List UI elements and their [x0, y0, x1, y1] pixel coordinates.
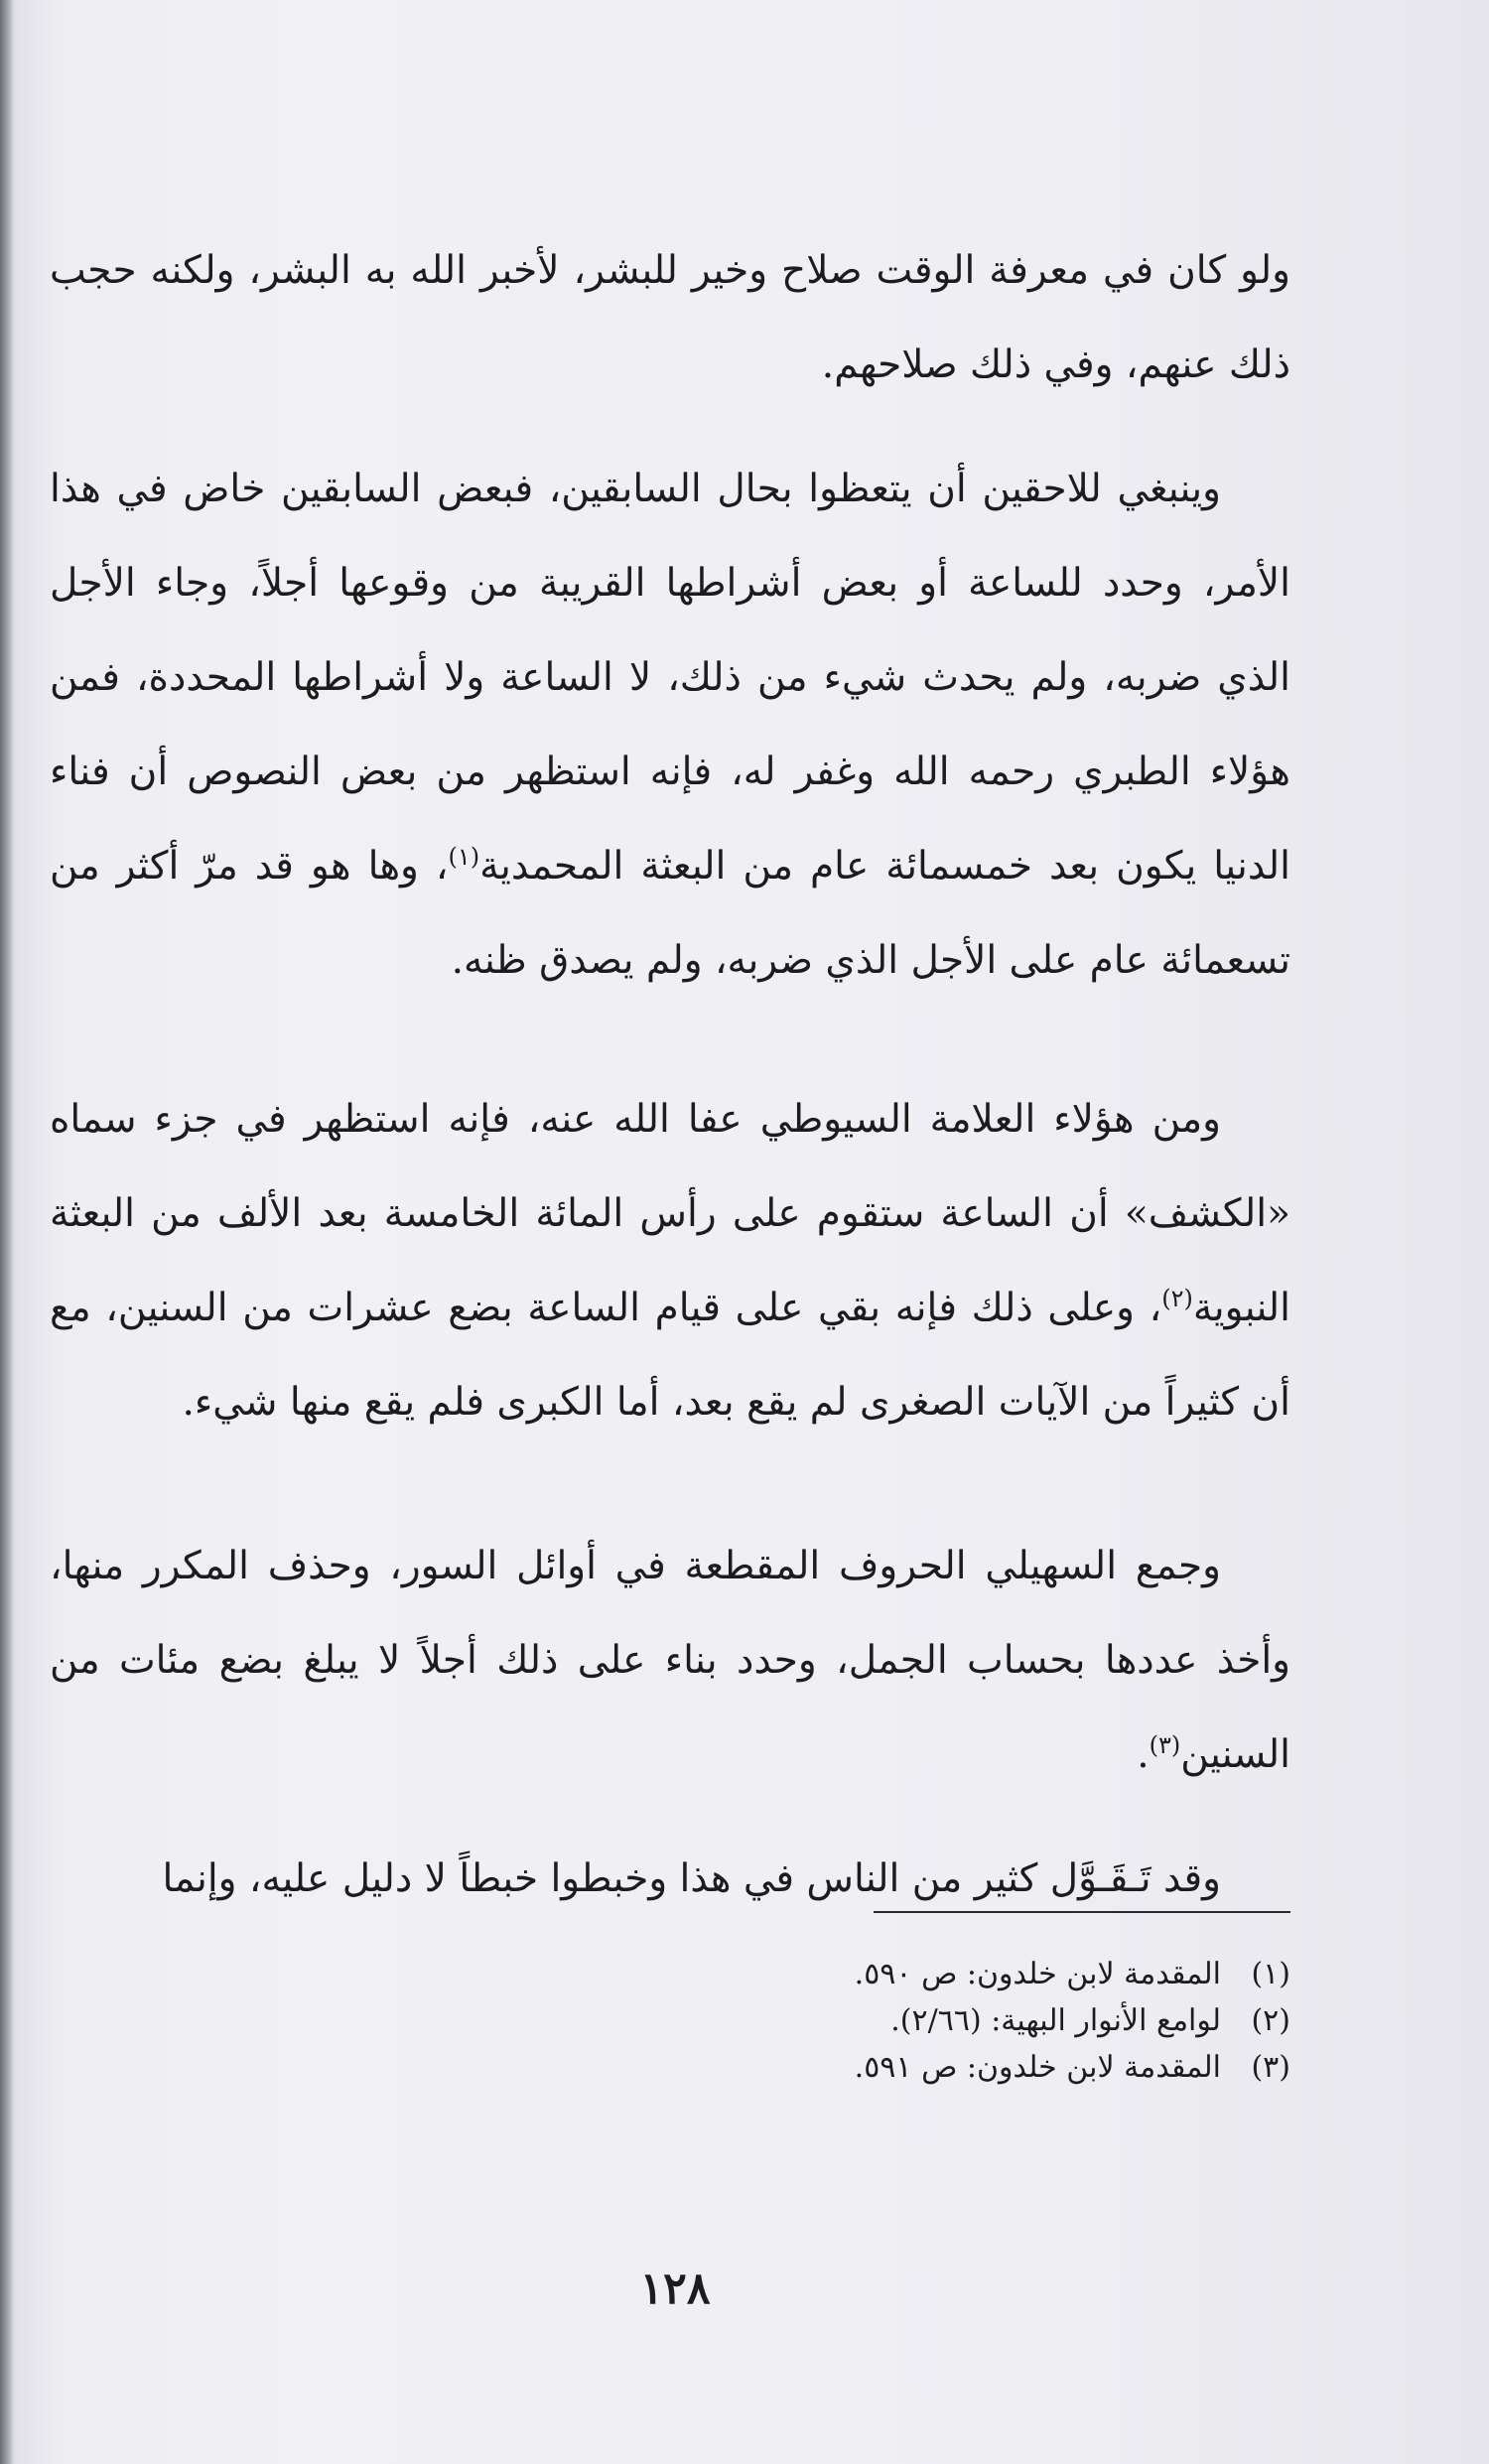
page-number: ١٢٨ [639, 2263, 711, 2314]
paragraph-4-continuation: . [1137, 1732, 1150, 1777]
paragraph-1-text: ولو كان في معرفة الوقت صلاح وخير للبشر، لأخبر الله به البشر، ولكنه حجب ذلك عنهم، وفي ذلك صلاحهم. [50, 248, 1290, 387]
footnote-2 [298, 1997, 1290, 2044]
footnote-text: لوامع الأنوار البهية: (٢/٦٦). [890, 2003, 1221, 2038]
paragraph-3 [50, 1072, 1290, 1449]
paragraph-4-text: وجمع السهيلي الحروف المقطعة في أوائل السور، وحذف المكرر منها، وأخذ عددها بحساب الجمل، وحدد بناء على ذلك أجلاً لا يبلغ بضع مئات من السنين [50, 1544, 1290, 1777]
footnote-3 [298, 2044, 1290, 2091]
footnote-ref-2: (٢) [1161, 1285, 1193, 1312]
paragraph-5-text: وقد تَـقَـوَّل كثير من الناس في هذا وخبطوا خبطاً لا دليل عليه، وإنما [162, 1856, 1221, 1901]
paragraph-1 [50, 223, 1290, 412]
paragraph-2-continuation: ، وها هو قد مرّ أكثر من تسعمائة عام على الأجل الذي ضربه، ولم يصدق ظنه. [50, 844, 1290, 983]
footnote-ref-1: (١) [448, 843, 480, 871]
footnote-number: (١) [1251, 1957, 1290, 1991]
paragraph-2 [50, 442, 1290, 1008]
footnote-1 [298, 1951, 1290, 1997]
footnotes [298, 1951, 1290, 2091]
paragraph-3-continuation: ، وعلى ذلك فإنه بقي على قيام الساعة بضع عشرات من السنين، مع أن كثيراً من الآيات الصغرى لم يقع بعد، أما الكبرى فلم يقع منها شيء. [50, 1286, 1290, 1425]
book-spine-shadow [0, 0, 14, 2464]
footnote-separator [874, 1911, 1290, 1913]
footnote-text: المقدمة لابن خلدون: ص ٥٩٠. [854, 1957, 1221, 1991]
footnote-number: (٢) [1251, 2003, 1290, 2038]
footnote-number: (٣) [1251, 2050, 1290, 2085]
paragraph-2-text: وينبغي للاحقين أن يتعظوا بحال السابقين، فبعض السابقين خاض في هذا الأمر، وحدد للساعة أو بعض أشراطها القريبة من وقوعها أجلاً، وجاء الأجل الذي ضربه، ولم يحدث شيء من ذلك، لا الساعة ولا أشراطها المحددة، فمن هؤلاء الطبري رحمه الله وغفر له، فإنه استظهر من بعض النصوص أن فناء الدنيا يكون بعد خمسمائة عام من البعثة المحمدية [50, 467, 1291, 889]
paragraph-4 [50, 1519, 1290, 1802]
footnote-text: المقدمة لابن خلدون: ص ٥٩١. [854, 2050, 1221, 2085]
footnote-ref-3: (٣) [1149, 1731, 1181, 1759]
paragraph-3-text: ومن هؤلاء العلامة السيوطي عفا الله عنه، فإنه استظهر في جزء سماه «الكشف» أن الساعة ستقوم على رأس المائة الخامسة بعد الألف من البعثة النبوية [50, 1097, 1290, 1330]
